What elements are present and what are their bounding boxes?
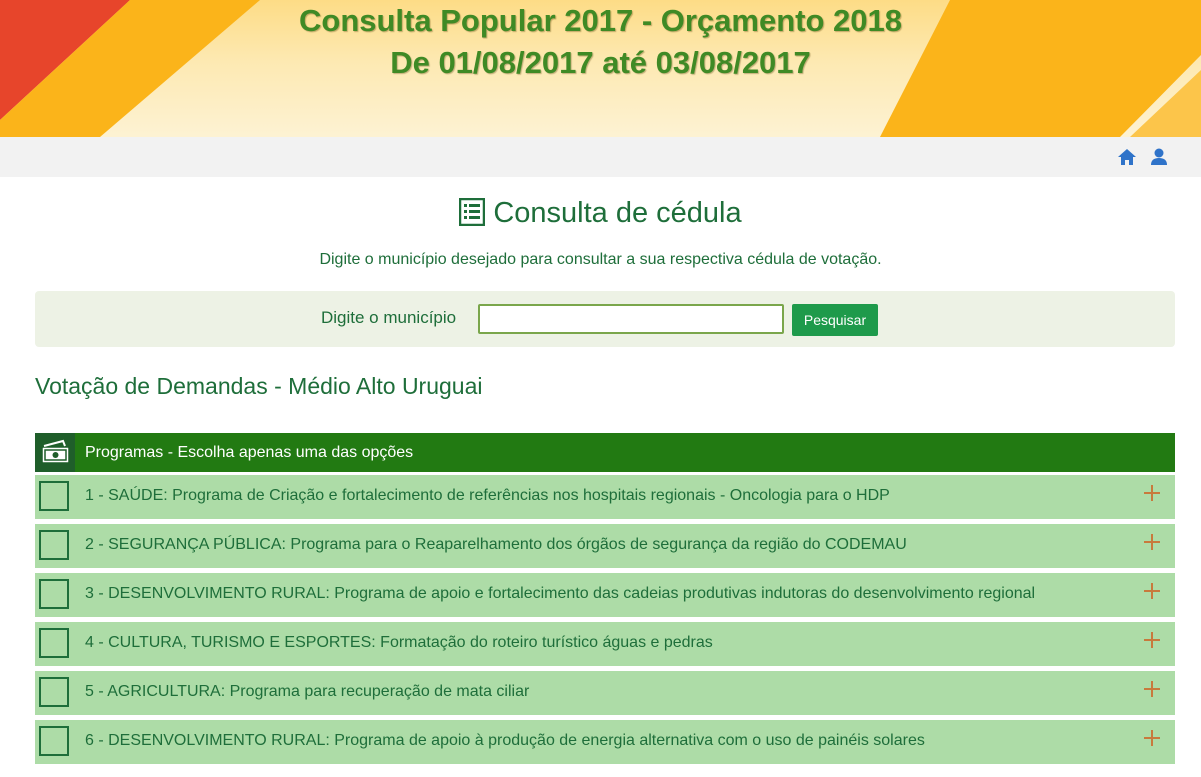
program-label-1: 1 - SAÚDE: Programa de Criação e fortalecimento de referências nos hospitais regionais - Oncologia para o HDP	[85, 487, 890, 504]
page-title: Consulta de cédula	[493, 197, 742, 229]
program-label-6: 6 - DESENVOLVIMENTO RURAL: Programa de apoio à produção de energia alternativa com o uso de painéis solares	[85, 732, 925, 749]
program-item-1[interactable]	[35, 475, 1175, 519]
expand-plus-icon[interactable]	[1143, 631, 1161, 649]
program-item-4[interactable]	[35, 622, 1175, 666]
program-checkbox-3[interactable]	[39, 579, 69, 609]
top-nav-bar	[0, 137, 1201, 177]
municipio-input[interactable]	[478, 304, 784, 334]
expand-plus-icon[interactable]	[1143, 729, 1161, 747]
page-title-wrap	[0, 193, 1201, 237]
expand-plus-icon[interactable]	[1143, 582, 1161, 600]
user-icon[interactable]	[1148, 146, 1170, 168]
list-document-icon	[459, 197, 485, 237]
region-title: Votação de Demandas - Médio Alto Uruguai	[35, 373, 483, 399]
program-label-5: 5 - AGRICULTURA: Programa para recuperação de mata ciliar	[85, 683, 530, 700]
banner-title-line1: Consulta Popular 2017 - Orçamento 2018	[299, 3, 902, 38]
banner-title-line2: De 01/08/2017 até 03/08/2017	[390, 45, 811, 80]
program-checkbox-6[interactable]	[39, 726, 69, 756]
header-banner	[0, 0, 1201, 137]
programs-header-label: Programas - Escolha apenas uma das opções	[85, 444, 414, 461]
home-icon[interactable]	[1116, 146, 1138, 168]
program-label-4: 4 - CULTURA, TURISMO E ESPORTES: Formatação do roteiro turístico águas e pedras	[85, 634, 713, 651]
program-checkbox-5[interactable]	[39, 677, 69, 707]
program-item-6[interactable]	[35, 720, 1175, 764]
programs-header	[35, 433, 1175, 472]
search-panel	[35, 291, 1175, 347]
expand-plus-icon[interactable]	[1143, 680, 1161, 698]
search-label: Digite o município	[321, 308, 457, 327]
expand-plus-icon[interactable]	[1143, 533, 1161, 551]
program-item-3[interactable]	[35, 573, 1175, 617]
program-item-2[interactable]	[35, 524, 1175, 568]
expand-plus-icon[interactable]	[1143, 484, 1161, 502]
money-icon	[35, 433, 75, 472]
program-label-2: 2 - SEGURANÇA PÚBLICA: Programa para o Reaparelhamento dos órgãos de segurança da região do CODEMAU	[85, 536, 907, 553]
program-checkbox-4[interactable]	[39, 628, 69, 658]
program-checkbox-1[interactable]	[39, 481, 69, 511]
program-label-3: 3 - DESENVOLVIMENTO RURAL: Programa de apoio e fortalecimento das cadeias produtivas indutoras do desenvolvimento regional	[85, 585, 1036, 602]
program-checkbox-2[interactable]	[39, 530, 69, 560]
search-button[interactable]: Pesquisar	[792, 304, 878, 336]
page-subtitle: Digite o município desejado para consultar a sua respectiva cédula de votação.	[319, 251, 882, 268]
program-item-5[interactable]	[35, 671, 1175, 715]
